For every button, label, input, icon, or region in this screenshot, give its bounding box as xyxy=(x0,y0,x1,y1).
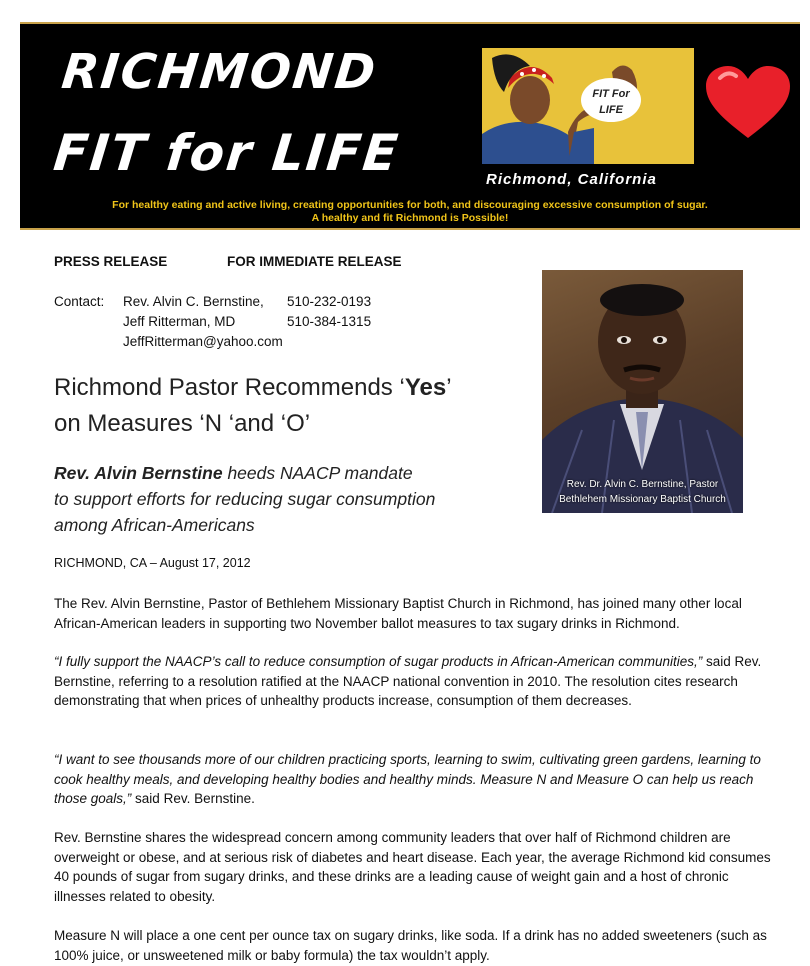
photo-caption-line-2: Bethlehem Missionary Baptist Church xyxy=(559,494,726,505)
headline-part-2: ’ xyxy=(446,374,452,401)
body-paragraph-3 xyxy=(54,750,784,809)
body-paragraph-5: Measure N will place a one cent per ounce tax on sugary drinks, like soda. If a drink has no added sweeteners (such as 100% juice, or unsweetened milk or baby formula) the tax wouldn’t apply. xyxy=(54,928,767,963)
page-title xyxy=(54,370,452,442)
body-paragraph-1: The Rev. Alvin Bernstine, Pastor of Bethlehem Missionary Baptist Church in Richmond, has joined many other local African-American leaders in supporting two November ballot measures to tax sugary drinks in Richmond. xyxy=(54,596,742,631)
quote-text: “I fully support the NAACP’s call to reduce consumption of sugar products in African-American communities,” xyxy=(54,654,703,669)
tagline-line-2: A healthy and fit Richmond is Possible! xyxy=(311,212,509,224)
body-paragraph-4: Rev. Bernstine shares the widespread concern among community leaders that over half of Richmond children are overweight or obese, and at serious risk of diabetes and heart disease. Each year, the average Richmond kid consumes 40 pounds of sugar from sugary drinks, and these drinks are a leading cause of weight gain and a host of chronic illnesses related to obesity. xyxy=(54,830,771,904)
banner-title-richmond: RICHMOND xyxy=(59,44,380,100)
quote-text: “I want to see thousands more of our children practicing sports, learning to swim, cultivating green gardens, learning to cook healthy meals, and developing healthy bodies and healthy minds. Measure N and Measure O can help us reach those goals,” xyxy=(54,752,761,806)
headline-yes: Yes xyxy=(404,374,447,401)
paragraph-text: said Rev. Bernstine. xyxy=(131,791,255,806)
headline-line-2: on Measures ‘N ‘and ‘O’ xyxy=(54,410,311,437)
paragraph-text: said Rev. Bernstine, referring to a resolution ratified at the NAACP national convention in 2010. The resolution cites research demonstrating that when prices of unhealthy products increase, consumption of them decreases. xyxy=(54,654,762,708)
pastor-photo xyxy=(542,270,743,513)
banner-tagline xyxy=(20,199,800,225)
subhead-line-2: to support efforts for reducing sugar consumption xyxy=(54,489,436,509)
contact-row xyxy=(54,292,371,312)
contact-label: Contact: xyxy=(54,294,105,309)
tagline-line-1: For healthy eating and active living, creating opportunities for both, and discouraging excessive consumption of sugar. xyxy=(112,199,708,211)
header-banner xyxy=(20,22,800,230)
poster-caption: FIT For LIFE xyxy=(592,88,630,116)
body-paragraph-2 xyxy=(54,652,784,711)
photo-caption xyxy=(542,477,743,507)
headline-part-1: Richmond Pastor Recommends ‘ xyxy=(54,374,405,401)
dateline: RICHMOND, CA – August 17, 2012 xyxy=(54,556,251,570)
contact-name: Jeff Ritterman, MD xyxy=(123,314,236,329)
banner-title-fit-for-life: FIT for LIFE xyxy=(50,124,403,182)
contact-block xyxy=(54,292,371,352)
rosie-poster-image xyxy=(482,48,694,164)
contact-row xyxy=(54,332,371,352)
contact-phone: 510-232-0193 xyxy=(287,294,372,309)
photo-caption-line-1: Rev. Dr. Alvin C. Bernstine, Pastor xyxy=(566,479,719,490)
banner-location: Richmond, California xyxy=(486,171,657,188)
contact-email: JeffRitterman@yahoo.com xyxy=(123,334,283,349)
subhead-name: Rev. Alvin Bernstine xyxy=(54,463,223,483)
immediate-release-label: FOR IMMEDIATE RELEASE xyxy=(227,254,402,269)
contact-row xyxy=(54,312,371,332)
heart-icon xyxy=(704,64,792,140)
contact-phone: 510-384-1315 xyxy=(287,314,372,329)
press-release-label: PRESS RELEASE xyxy=(54,254,168,269)
contact-name: Rev. Alvin C. Bernstine, xyxy=(123,294,264,309)
subhead-rest: heeds NAACP mandate xyxy=(222,463,413,483)
subhead-line-3: among African-Americans xyxy=(54,515,255,535)
subheadline xyxy=(54,460,435,538)
press-release-header xyxy=(54,254,402,269)
